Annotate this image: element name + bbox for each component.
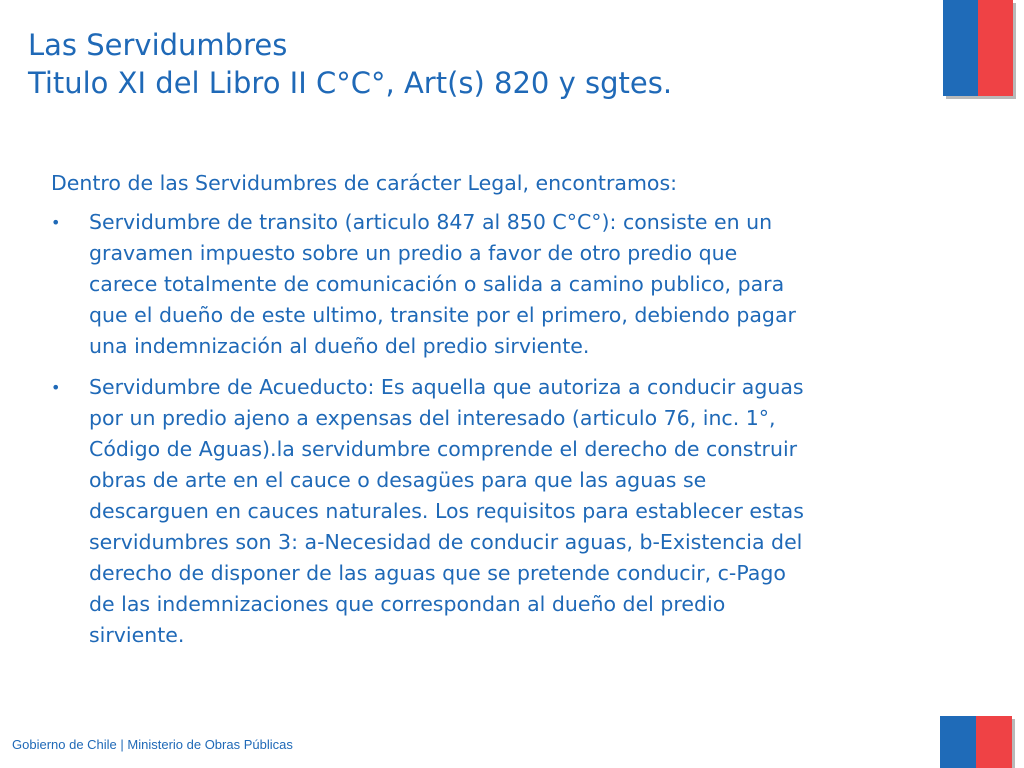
bullet-line: Servidumbre de Acueducto: Es aquella que autoriza a conducir aguas — [89, 375, 804, 399]
bullet-line: derecho de disponer de las aguas que se pretende conducir, c-Pago — [89, 561, 786, 585]
title-line-2: Titulo XI del Libro II C°C°, Art(s) 820 y sgtes. — [28, 66, 673, 100]
bullet-list — [51, 207, 996, 651]
bullet-line: servidumbres son 3: a-Necesidad de conducir aguas, b-Existencia del — [89, 530, 803, 554]
bullet-line: sirviente. — [89, 623, 185, 647]
slide-title — [28, 26, 908, 102]
bullet-line: descarguen en cauces naturales. Los requisitos para establecer estas — [89, 499, 804, 523]
top-right-flag-icon — [943, 0, 1013, 96]
flag-red-stripe — [976, 716, 1012, 768]
bottom-right-flag-icon — [940, 716, 1012, 768]
flag-blue-stripe — [940, 716, 976, 768]
intro-text: Dentro de las Servidumbres de carácter Legal, encontramos: — [51, 171, 678, 195]
flag-red-stripe — [978, 0, 1013, 96]
bullet-line: que el dueño de este ultimo, transite por el primero, debiendo pagar — [89, 303, 796, 327]
bullet-line: de las indemnizaciones que correspondan al dueño del predio — [89, 592, 726, 616]
bullet-marker: • — [51, 378, 61, 397]
bullet-line: Servidumbre de transito (articulo 847 al 850 C°C°): consiste en un — [89, 210, 773, 234]
bullet-item-servidumbre-acueducto — [51, 372, 996, 651]
flag-blue-stripe — [943, 0, 978, 96]
bullet-line: una indemnización al dueño del predio sirviente. — [89, 334, 590, 358]
footer-text: Gobierno de Chile | Ministerio de Obras Públicas — [12, 737, 293, 752]
slide-body — [51, 168, 996, 661]
bullet-marker: • — [51, 213, 61, 232]
bullet-item-servidumbre-transito — [51, 207, 996, 362]
bullet-line: por un predio ajeno a expensas del interesado (articulo 76, inc. 1°, — [89, 406, 776, 430]
bullet-line: Código de Aguas).la servidumbre comprende el derecho de construir — [89, 437, 798, 461]
bullet-line: obras de arte en el cauce o desagües para que las aguas se — [89, 468, 707, 492]
bullet-line: gravamen impuesto sobre un predio a favor de otro predio que — [89, 241, 738, 265]
bullet-line: carece totalmente de comunicación o salida a camino publico, para — [89, 272, 785, 296]
title-line-1: Las Servidumbres — [28, 28, 288, 62]
